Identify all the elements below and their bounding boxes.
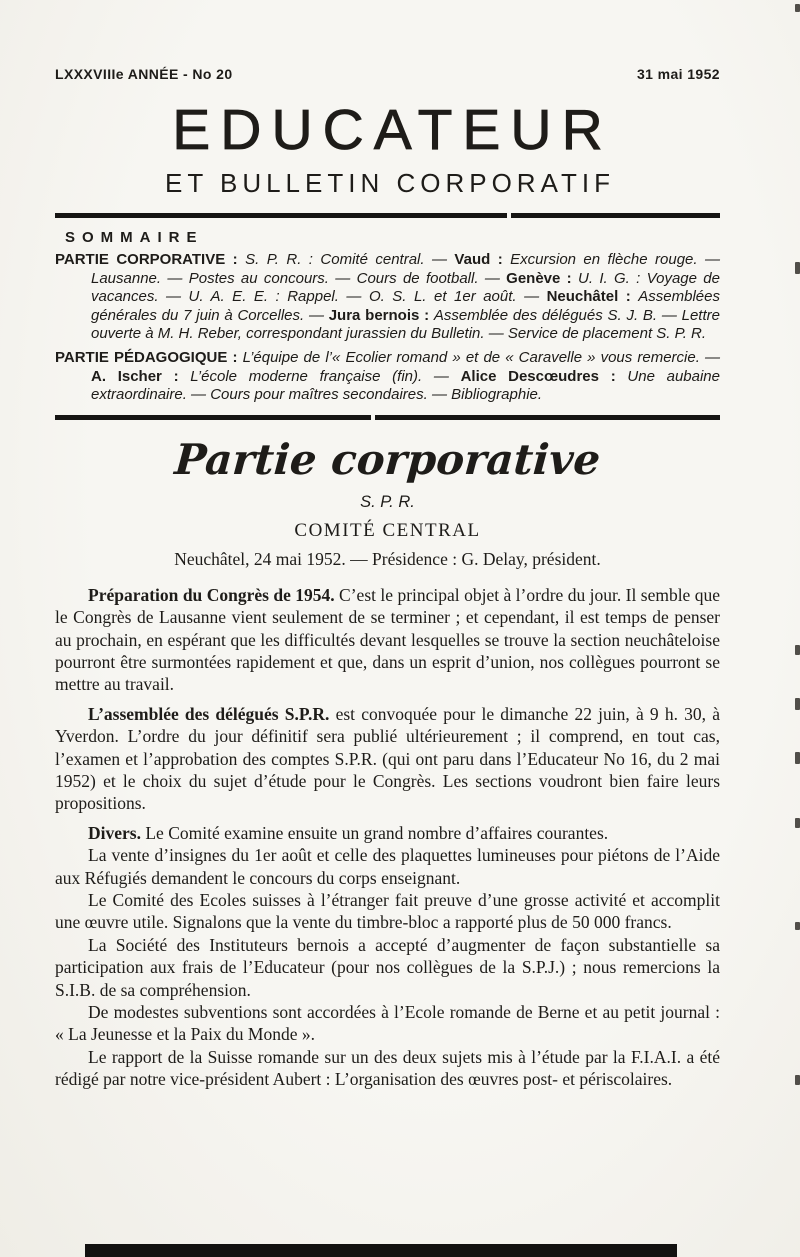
paragraph-lead: Divers. [88,822,141,843]
issue-date: 31 mai 1952 [636,66,720,82]
article-paragraph [55,703,720,815]
article-byline: Neuchâtel, 24 mai 1952. — Présidence : G. Delay, président. [174,548,601,569]
paragraph-lead: Préparation du Congrès de 1954. [88,584,335,605]
sommaire-section [55,229,720,405]
sommaire-item-text: U. I. G. : Voyage de vacances. — U. A. E. E. : Rappel. — O. S. L. et 1er août. — [91,269,720,306]
paragraph-text: De modestes subventions sont accordées à l’Ecole romande de Berne et au petit journal : « La Jeunesse et la Paix du Monde ». [55,1002,720,1045]
article-body [55,584,720,1091]
scan-edge-bar [85,1244,677,1257]
sommaire-item-text: L’équipe de l’« Ecolier romand » et de « Caravelle » vous remercie. — [242,348,720,366]
divider-rule-top [55,213,720,218]
masthead-subtitle: ET BULLETIN CORPORATIF [165,168,615,198]
article-paragraph [55,889,720,934]
sommaire-rubric-label: PARTIE PÉDAGOGIQUE : [55,348,243,366]
article [55,434,721,1091]
sommaire-partie-corporative [55,251,720,344]
section-title: Partie corporative [173,434,602,484]
paragraph-text: C’est le principal objet à l’ordre du jour. Il semble que le Congrès de Lausanne vient seulement de se terminer ; et cependant, il est temps de penser au prochain, en espérant que les difficultés devant lesquelles se trouve la section neuchâteloise pourront être surmontées rapidement et que, dans un esprit d’union, nos collègues pourront se mettre au travail. [55,584,721,695]
article-paragraph [55,1001,720,1046]
org-abbreviation: S. P. R. [360,492,415,511]
sommaire-item-text: L’école moderne française (fin). — [190,367,461,385]
page-edge-artifact [795,818,800,828]
sommaire-rubric-label: Alice Descœudres : [460,367,628,385]
sommaire-partie-pedagogique [55,349,720,405]
paragraph-text: Le rapport de la Suisse romande sur un des deux sujets mis à l’étude par la F.I.A.I. a été rédigé par notre vice-président Aubert : L’organisation des œuvres post- et périscolaires. [55,1046,720,1090]
sommaire-item-text: Une aubaine extraordinaire. — Cours pour maîtres secondaires. — Bibliographie. [91,367,720,404]
page-edge-artifact [795,752,800,764]
sommaire-item-text: Assemblée des délégués S. J. B. — Lettre ouverte à M. H. Reber, correspondant jurassien du Bulletin. — Service de placement S. P. R. [91,306,720,343]
sommaire-rubric-label: Jura bernois : [328,306,434,324]
paragraph-text: La Société des Instituteurs bernois a accepté d’augmenter de façon substantielle sa participation aux frais de l’Educateur (pour nos collègues de la S.P.J.) ; nous remercions la S.I.B. de sa compréhension. [55,934,720,1000]
sommaire-rubric-label: A. Ischer : [91,367,191,385]
article-paragraph [55,934,720,1001]
page-edge-artifact [795,4,800,12]
page-edge-artifact [795,698,800,710]
sommaire-item-text: Excursion en flèche rouge. — Lausanne. — Postes au concours. — Cours de football. — [91,251,720,287]
article-paragraph [55,844,720,889]
sommaire-rubric-label: Genève : [506,269,579,287]
issue-number: LXXXVIIIe ANNÉE - No 20 [55,66,233,82]
page-edge-artifact [795,922,800,930]
rule-segment [511,213,720,218]
rule-segment [375,415,720,420]
page-edge-artifact [795,645,800,655]
rule-segment [55,415,371,420]
rule-segment [55,213,507,218]
article-heading: COMITÉ CENTRAL [294,519,481,541]
sommaire-rubric-label: Vaud : [454,251,511,268]
paragraph-text: La vente d’insignes du 1er août et celle des plaquettes lumineuses pour piétons de l’Aide aux Réfugiés demandent le concours du corps enseignant. [55,845,720,888]
sommaire-item-text: Assemblées générales du 7 juin à Corcelles. — [91,288,720,324]
page-edge-artifact [795,262,800,274]
article-paragraph [55,1046,720,1091]
paragraph-lead: L’assemblée des délégués S.P.R. [88,703,330,724]
sommaire-item-text: S. P. R. : Comité central. — [245,251,455,268]
article-paragraph [55,584,720,696]
paragraph-text: est convoquée pour le dimanche 22 juin, à 9 h. 30, à Yverdon. L’ordre du jour définitif sera publié ultérieurement ; il comprend, en tout cas, l’examen et l’approbation des comptes S.P.R. (qui ont paru dans l’Educateur No 16, du 2 mai 1952) et le choix du sujet d’étude pour le Congrès. Les sections voudront bien faire leurs propositions. [55,703,720,814]
sommaire-heading: SOMMAIRE [65,229,204,246]
divider-rule-bottom [55,415,720,420]
sommaire-rubric-label: Neuchâtel : [546,288,639,306]
paragraph-text: Le Comité examine ensuite un grand nombre d’affaires courantes. [140,822,609,843]
masthead-title: EDUCATEUR [172,98,613,162]
paragraph-text: Le Comité des Ecoles suisses à l’étranger fait preuve d’une grosse activité et accomplit une œuvre utile. Signalons que la vente du timbre-bloc a rapporté plus de 50 000 francs. [55,890,720,933]
sommaire-rubric-label: PARTIE CORPORATIVE : [55,251,246,268]
article-paragraph [55,822,720,844]
page-edge-artifact [795,1075,800,1085]
issue-header [55,66,720,82]
